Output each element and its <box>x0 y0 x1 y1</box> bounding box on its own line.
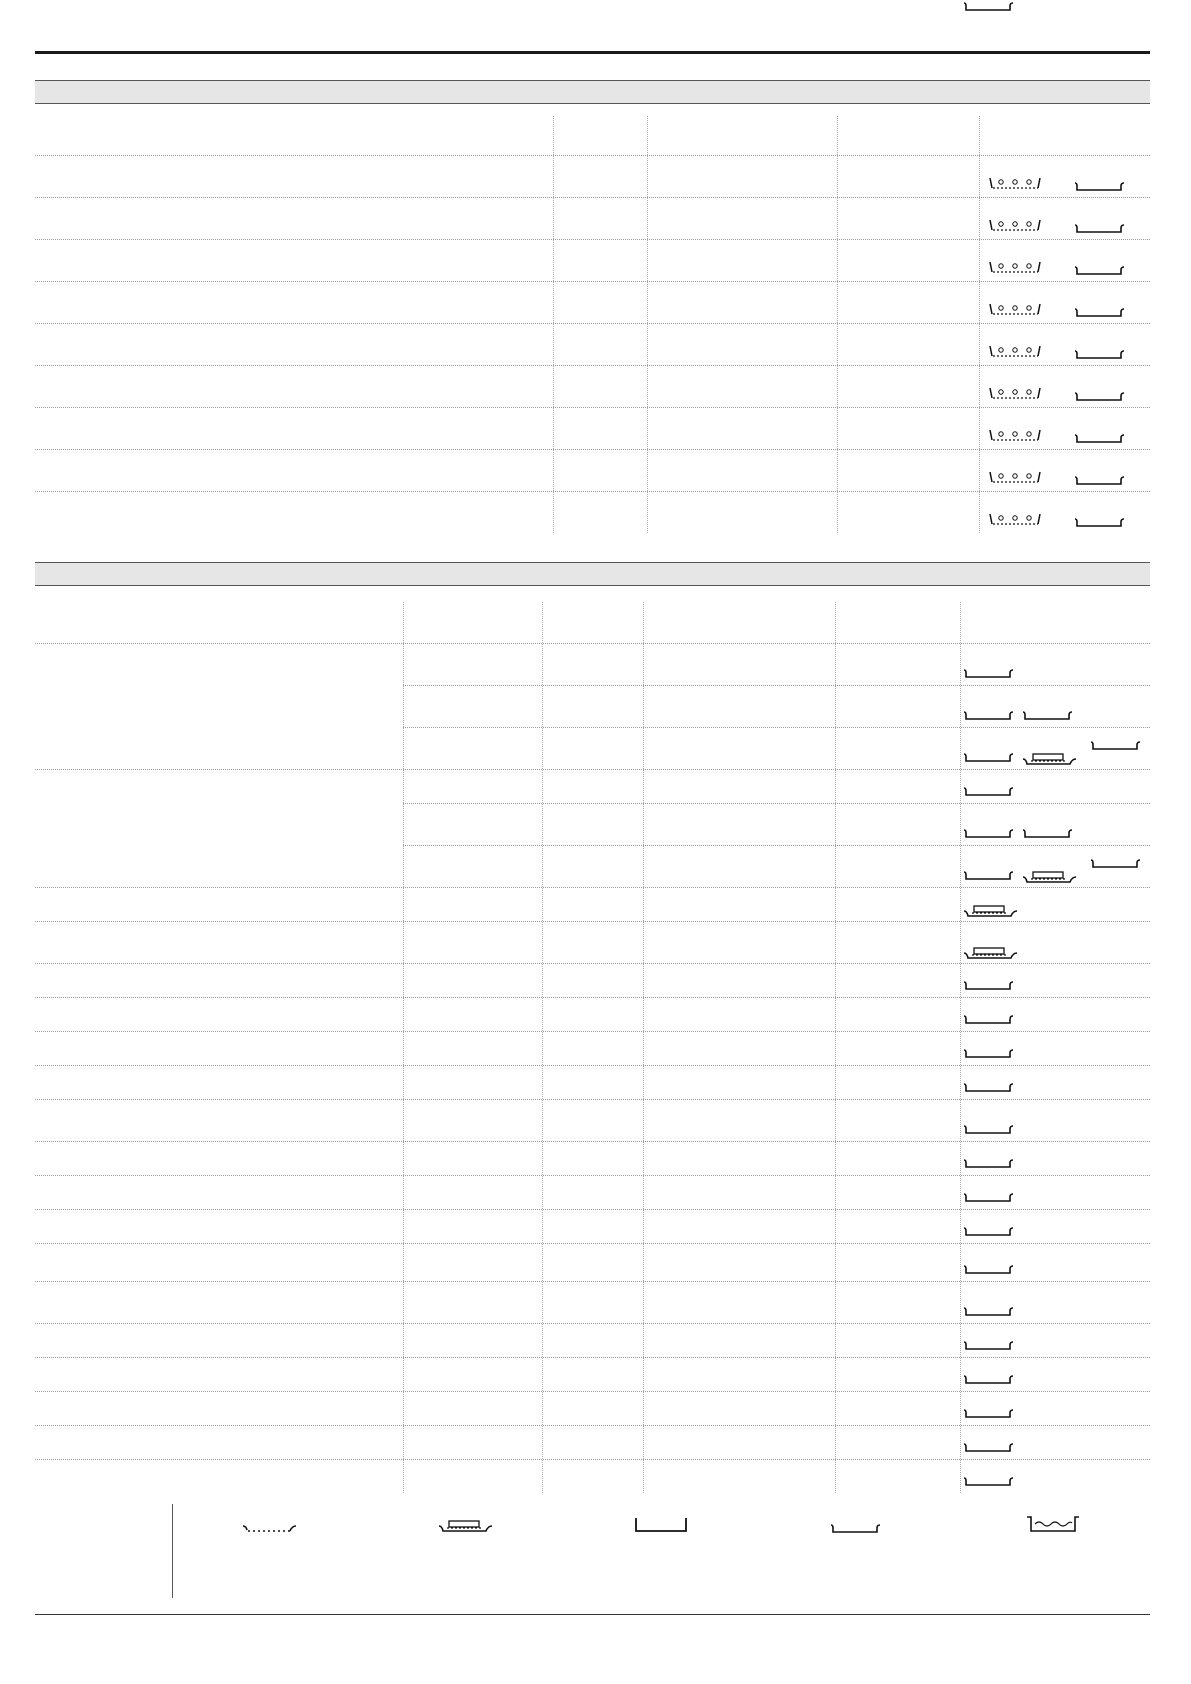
water-tray-icon <box>1026 1514 1080 1534</box>
flat-tray-icon <box>830 1522 882 1534</box>
bottom-rule <box>35 1614 1150 1615</box>
rack-in-tray-icon <box>438 1518 494 1534</box>
wire-rack-icon <box>242 1522 298 1534</box>
deep-tray-icon <box>634 1516 688 1534</box>
